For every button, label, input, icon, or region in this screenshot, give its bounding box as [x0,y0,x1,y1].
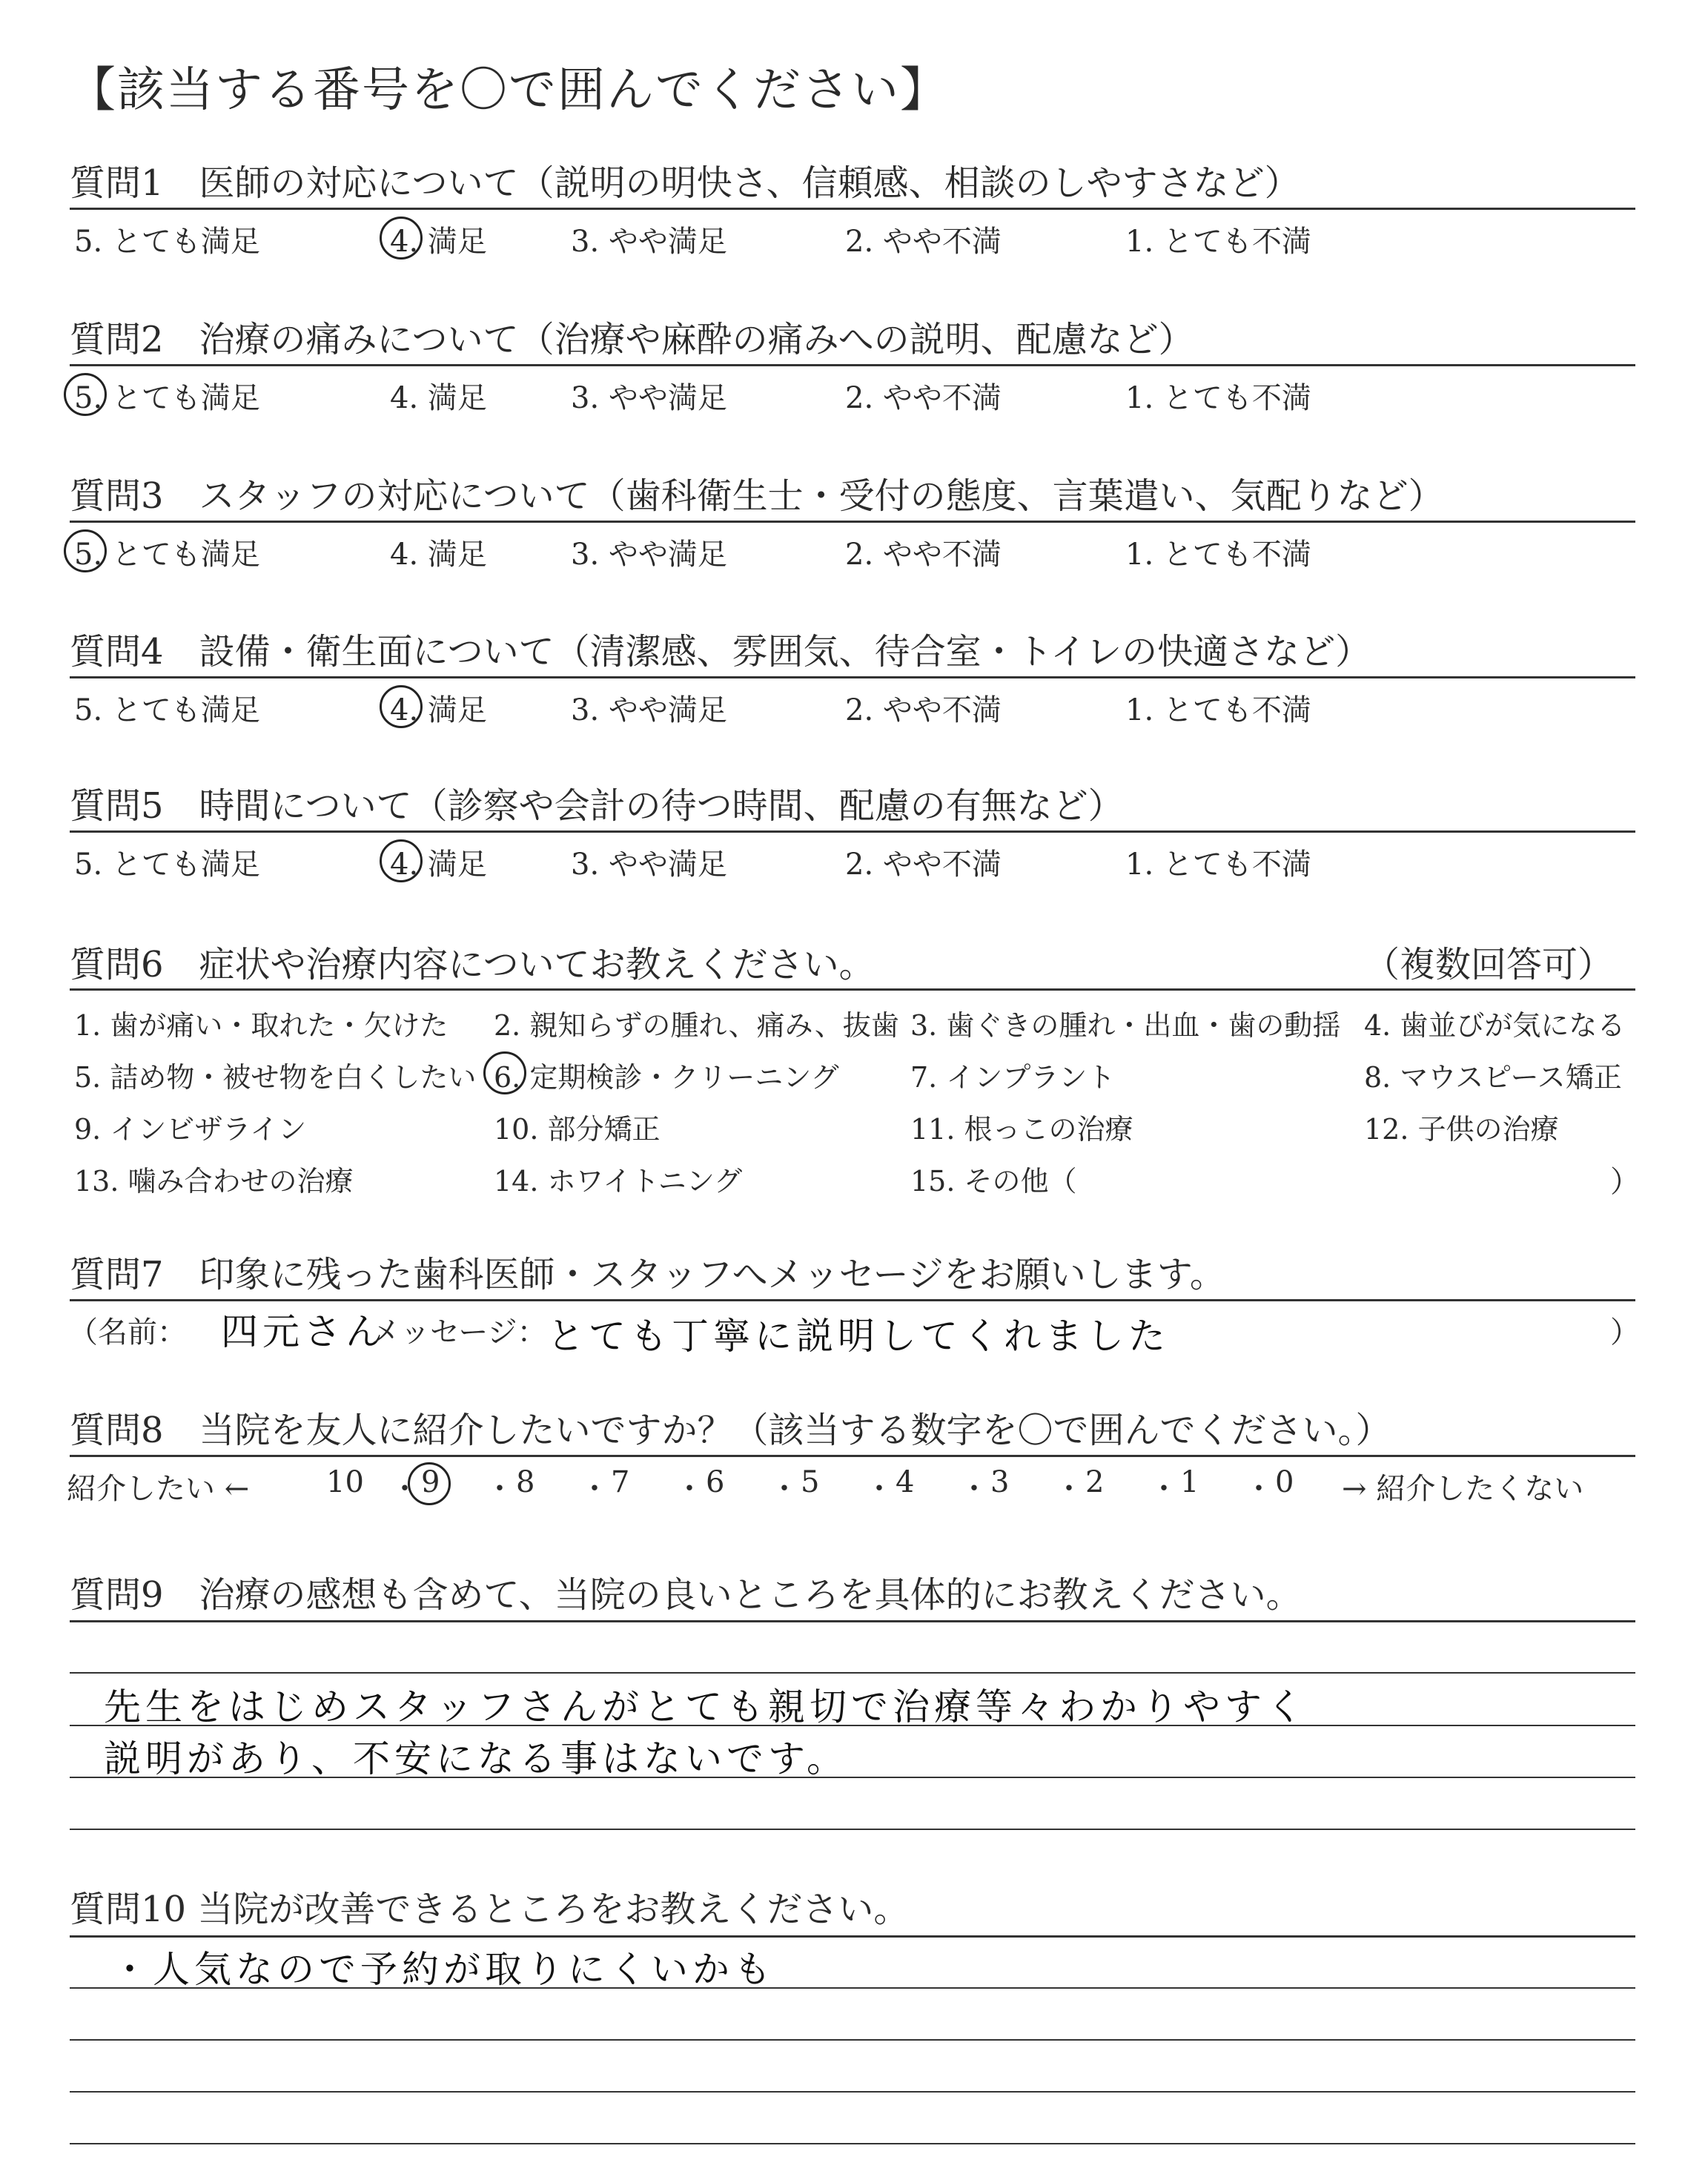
q6-option-6[interactable]: 6. 定期検診・クリーニング [494,1061,839,1094]
q8-left-label: 紹介したい ← [67,1472,250,1506]
q10-rule-5 [70,2143,1635,2144]
q8-rule [70,1455,1635,1457]
q3-option-5[interactable]: 5. とても満足 [74,538,260,572]
q6-option-12[interactable]: 12. 子供の治療 [1364,1113,1559,1146]
q3-rule [70,521,1635,523]
q6-option-2[interactable]: 2. 親知らずの腫れ、痛み、抜歯 [494,1009,899,1042]
q7-name-handwritten: 四元さん [221,1310,387,1353]
q6-heading: 質問6 症状や治療内容についてお教えください。 [70,944,875,985]
q10-rule-4 [70,2091,1635,2093]
q6-option-13[interactable]: 13. 噛み合わせの治療 [74,1165,354,1198]
q3-option-2[interactable]: 2. やや不満 [845,538,1002,572]
q8-separator-dot: ・ [959,1472,989,1506]
selection-circle [380,839,423,882]
q2-option-5[interactable]: 5. とても満足 [74,381,260,415]
q8-scale-1[interactable]: 1 [1180,1465,1199,1499]
q2-option-2[interactable]: 2. やや不満 [845,381,1002,415]
q8-separator-dot: ・ [580,1472,609,1506]
selection-circle [483,1051,526,1094]
q6-rule [70,988,1635,991]
q1-rule [70,208,1635,210]
q6-option-3[interactable]: 3. 歯ぐきの腫れ・出血・歯の動揺 [910,1009,1341,1042]
q2-option-4[interactable]: 4. 満足 [390,381,487,415]
q8-scale-6[interactable]: 6 [706,1465,725,1499]
q5-option-5[interactable]: 5. とても満足 [74,848,260,882]
q8-scale-3[interactable]: 3 [990,1465,1010,1499]
q6-option-1[interactable]: 1. 歯が痛い・取れた・欠けた [74,1009,448,1042]
q3-heading: 質問3 スタッフの対応について（歯科衛生士・受付の態度、言葉遣い、気配りなど） [70,475,1444,517]
q5-heading: 質問5 時間について（診察や会計の待つ時間、配慮の有無など） [70,785,1124,827]
q9-rule-5 [70,1829,1635,1830]
q8-separator-dot: ・ [390,1472,420,1506]
q1-option-5[interactable]: 5. とても満足 [74,225,260,259]
q6-option-8[interactable]: 8. マウスピース矯正 [1364,1061,1622,1094]
q1-option-4[interactable]: 4. 満足 [390,225,487,259]
q6-option-15[interactable]: 15. その他（ [910,1165,1077,1198]
q10-heading: 質問10 当院が改善できるところをお教えください。 [70,1889,910,1930]
q9-handwritten-line-1: 先生をはじめスタッフさんがとても親切で治療等々わかりやすく [104,1685,1308,1728]
q8-separator-dot: ・ [1149,1472,1179,1506]
q4-heading: 質問4 設備・衛生面について（清潔感、雰囲気、待合室・トイレの快適さなど） [70,631,1371,673]
q4-option-5[interactable]: 5. とても満足 [74,693,260,727]
selection-circle [380,217,423,260]
q8-scale-5[interactable]: 5 [801,1465,820,1499]
q7-message-handwritten: とても丁寧に説明してくれました [547,1315,1170,1358]
q7-rule [70,1299,1635,1301]
q2-rule [70,364,1635,366]
q3-option-3[interactable]: 3. やや満足 [571,538,727,572]
q1-heading: 質問1 医師の対応について（説明の明快さ、信頼感、相談のしやすさなど） [70,162,1300,204]
q4-option-4[interactable]: 4. 満足 [390,693,487,727]
q9-handwritten-line-2: 説明があり、不安になる事はないです。 [104,1737,848,1780]
selection-circle [64,529,107,572]
q8-separator-dot: ・ [485,1472,514,1506]
q8-scale-10[interactable]: 10 [326,1465,364,1499]
q6-option-5[interactable]: 5. 詰め物・被せ物を白くしたい [74,1061,477,1094]
q8-heading: 質問8 当院を友人に紹介したいですか？（該当する数字を〇で囲んでください。） [70,1410,1391,1451]
q10-rule-3 [70,2039,1635,2041]
q5-option-1[interactable]: 1. とても不満 [1125,848,1311,882]
q3-option-1[interactable]: 1. とても不満 [1125,538,1311,572]
q8-scale-7[interactable]: 7 [611,1465,630,1499]
q6-note: （複数回答可） [1364,944,1614,985]
q8-separator-dot: ・ [1054,1472,1084,1506]
q1-option-1[interactable]: 1. とても不満 [1125,225,1311,259]
q9-rule-2 [70,1672,1635,1674]
q7-name-label: （名前： [68,1315,187,1350]
q6-option-4[interactable]: 4. 歯並びが気になる [1364,1009,1626,1042]
selection-circle [64,373,107,416]
q9-rule-1 [70,1620,1635,1622]
q2-option-3[interactable]: 3. やや満足 [571,381,727,415]
q3-option-4[interactable]: 4. 満足 [390,538,487,572]
q8-scale-9[interactable]: 9 [421,1465,440,1499]
q5-option-4[interactable]: 4. 満足 [390,848,487,882]
q5-option-3[interactable]: 3. やや満足 [571,848,727,882]
q6-option-10[interactable]: 10. 部分矯正 [494,1113,661,1146]
q2-heading: 質問2 治療の痛みについて（治療や麻酔の痛みへの説明、配慮など） [70,319,1194,360]
q6-option-9[interactable]: 9. インビザライン [74,1113,307,1146]
q8-separator-dot: ・ [675,1472,704,1506]
q1-option-2[interactable]: 2. やや不満 [845,225,1002,259]
selection-circle [380,685,423,728]
q8-right-label: → 紹介したくない [1342,1472,1584,1506]
q10-rule-1 [70,1935,1635,1938]
q5-option-2[interactable]: 2. やや不満 [845,848,1002,882]
q8-scale-0[interactable]: 0 [1275,1465,1294,1499]
q6-close-paren: ） [1610,1165,1640,1199]
q6-option-11[interactable]: 11. 根っこの治療 [910,1113,1133,1146]
q2-option-1[interactable]: 1. とても不満 [1125,381,1311,415]
q8-scale-8[interactable]: 8 [516,1465,535,1499]
q8-separator-dot: ・ [864,1472,894,1506]
q8-scale-2[interactable]: 2 [1085,1465,1105,1499]
q7-message-label: メッセージ： [371,1315,547,1350]
q7-heading: 質問7 印象に残った歯科医師・スタッフへメッセージをお願いします。 [70,1254,1225,1295]
q5-rule [70,830,1635,833]
q6-option-14[interactable]: 14. ホワイトニング [494,1165,743,1198]
selection-circle [408,1462,451,1505]
q9-heading: 質問9 治療の感想も含めて、当院の良いところを具体的にお教えください。 [70,1574,1302,1616]
q8-separator-dot: ・ [1244,1472,1274,1506]
q4-option-2[interactable]: 2. やや不満 [845,693,1002,727]
q4-rule [70,676,1635,678]
q8-separator-dot: ・ [769,1472,799,1506]
q10-handwritten-line-1: ・人気なので予約が取りにくいかも [111,1948,775,1991]
q4-option-3[interactable]: 3. やや満足 [571,693,727,727]
q6-option-7[interactable]: 7. インプラント [910,1061,1116,1094]
q7-close-paren: ） [1610,1315,1640,1350]
q4-option-1[interactable]: 1. とても不満 [1125,693,1311,727]
q1-option-3[interactable]: 3. やや満足 [571,225,727,259]
page-title: 【該当する番号を〇で囲んでください】 [68,63,949,118]
q8-scale-4[interactable]: 4 [896,1465,915,1499]
